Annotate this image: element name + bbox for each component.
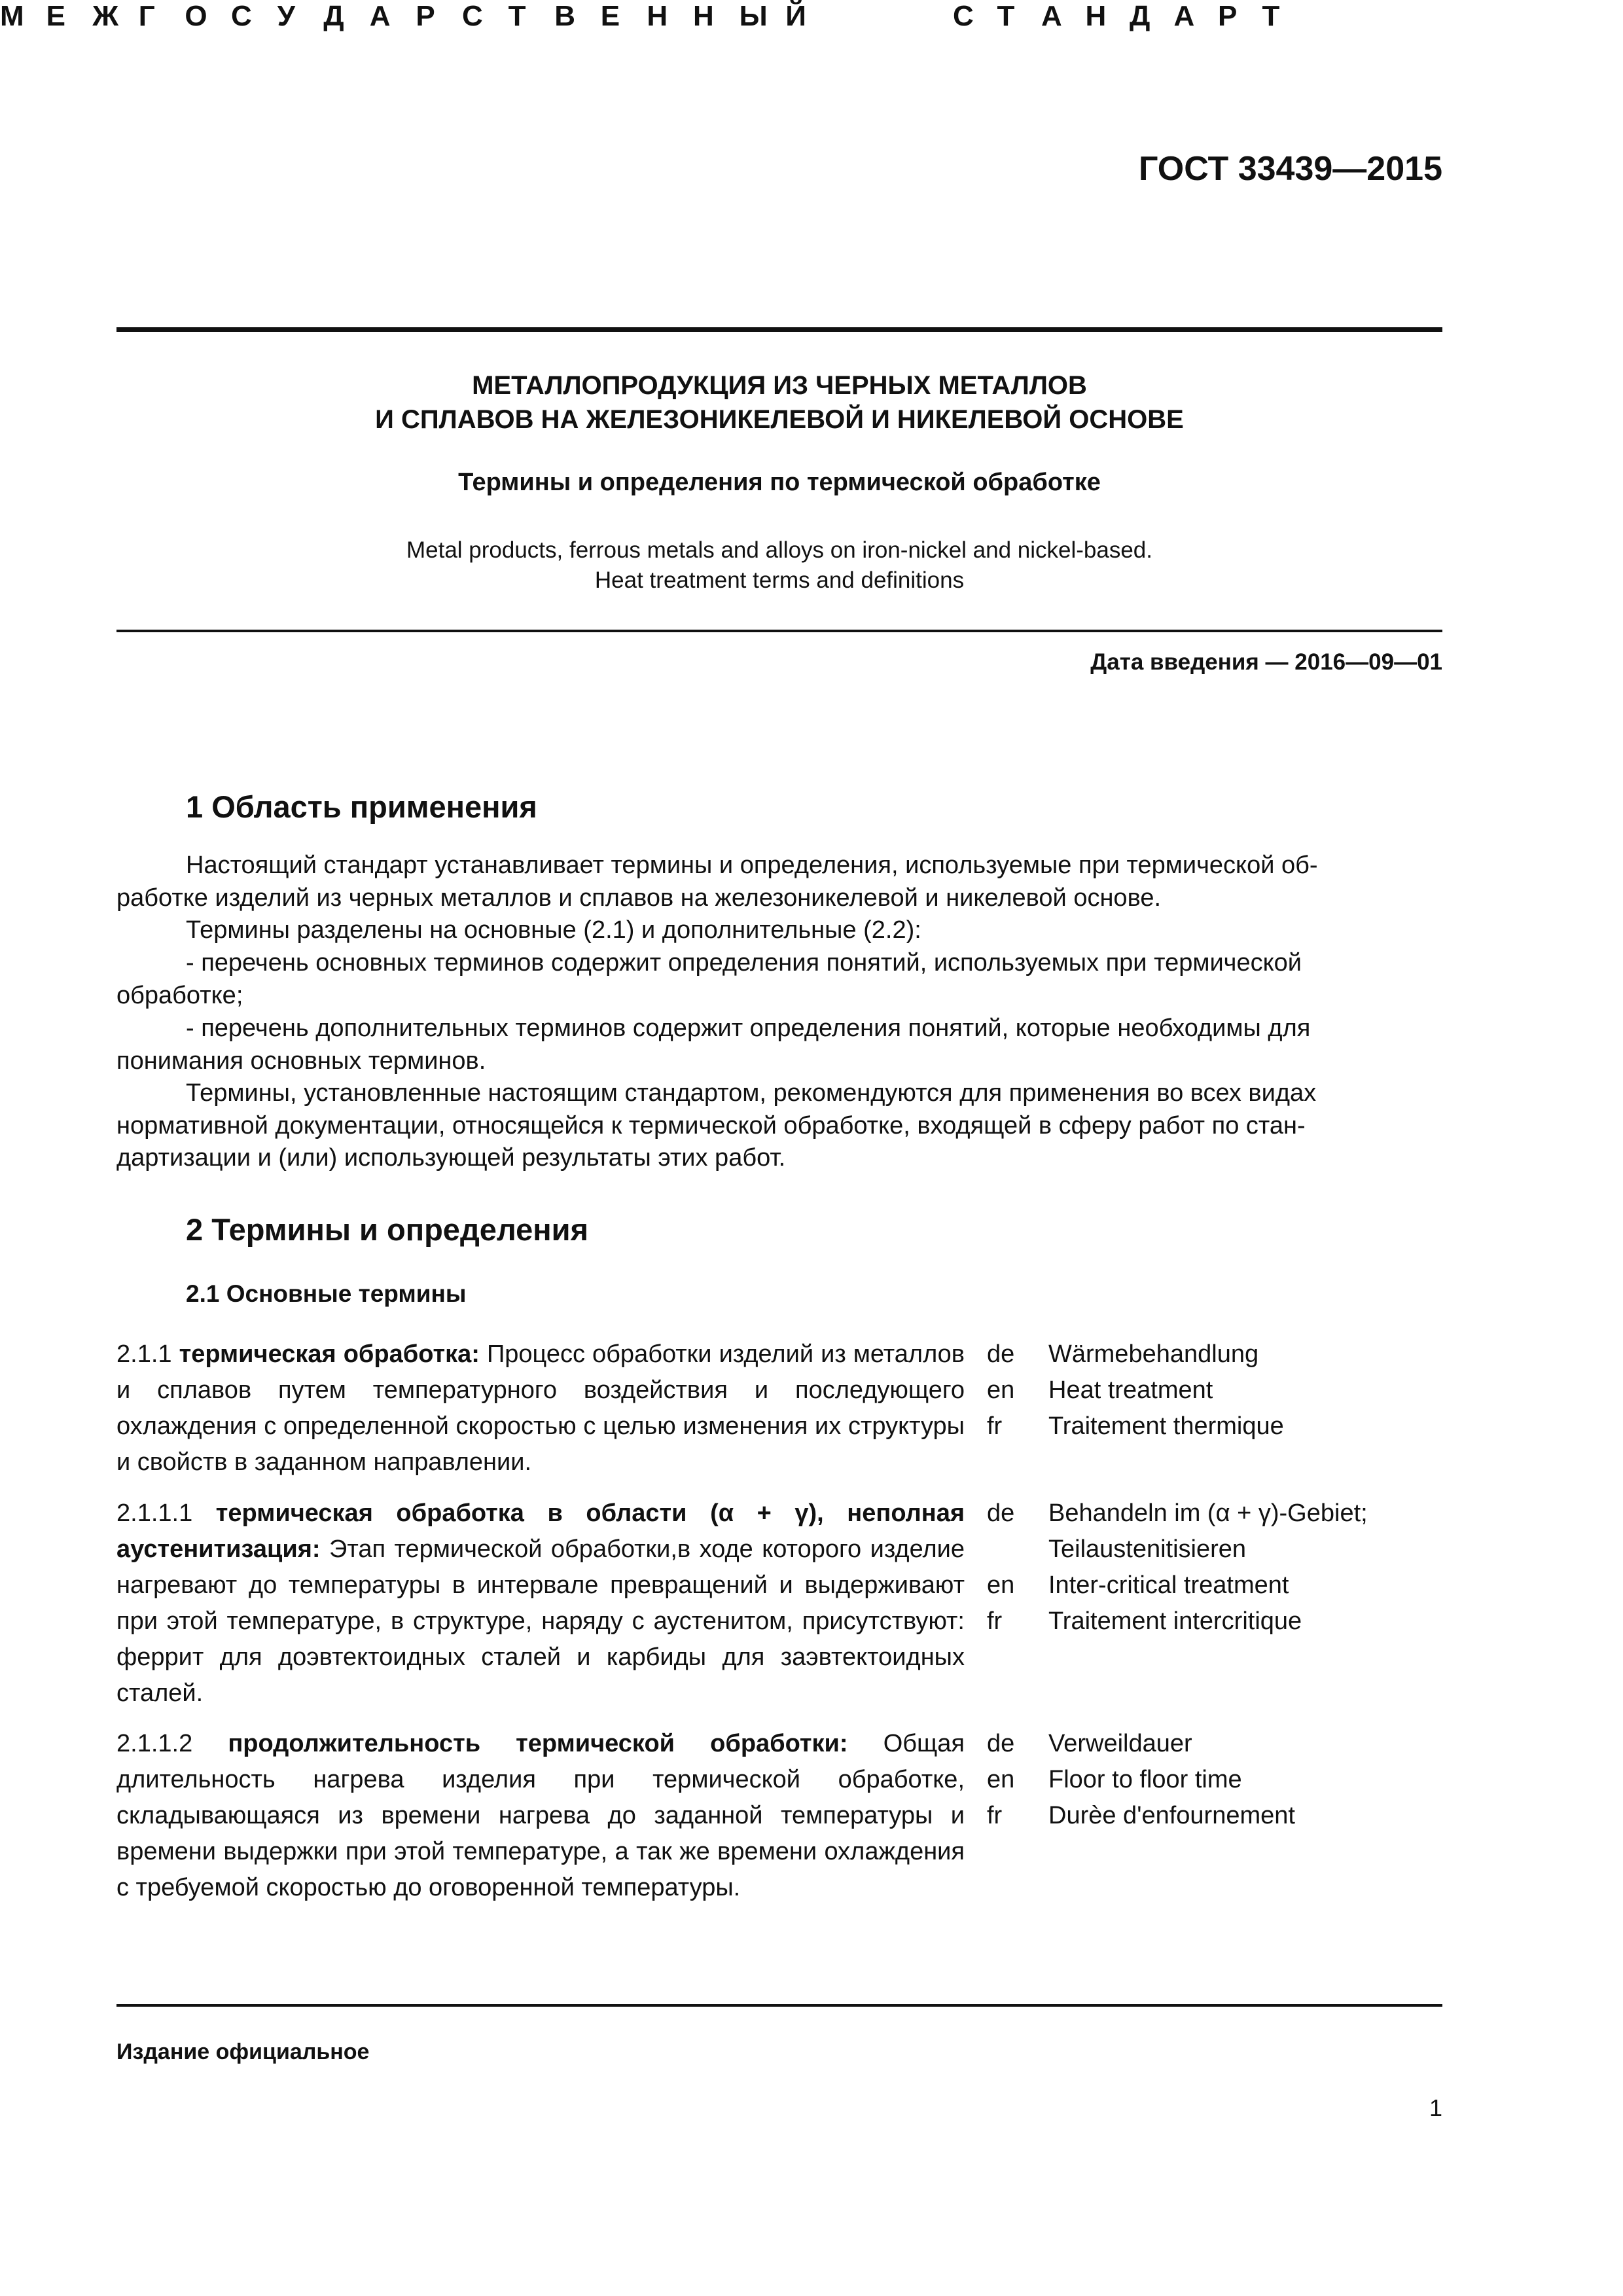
paragraph-line: Настоящий стандарт устанавливает термины и определения, используемые при термической об-: [186, 852, 1318, 879]
document-title-ru: [116, 368, 1442, 437]
title-rule: [116, 630, 1442, 632]
header-letter: Т: [1262, 0, 1280, 32]
paragraph-line: Термины разделены на основные (2.1) и дополнительные (2.2):: [186, 916, 921, 944]
header-rule: [116, 327, 1442, 332]
term-definition: Процесс обработки изделий из металлов и сплавов путем температурного воздействия и последующего охлаждения с определенной скоростью с целью изменения их структуры и свойств в заданном направлении.: [116, 1340, 965, 1476]
header-letter: Р: [1218, 0, 1238, 32]
paragraph-line: работке изделий из черных металлов и сплавов на железоникелевой и никелевой основе.: [116, 884, 1162, 912]
lang-code: fr: [987, 1412, 1003, 1440]
term-number: 2.1.1: [116, 1340, 172, 1368]
header-letter: Й: [785, 0, 806, 32]
header-letter: В: [554, 0, 575, 32]
official-edition-label: Издание официальное: [116, 2039, 370, 2064]
header-letter: Н: [1085, 0, 1107, 32]
header-letter: А: [1173, 0, 1195, 32]
header-letter: Д: [1130, 0, 1150, 32]
lang-code: fr: [987, 1802, 1003, 1829]
header-letter: У: [277, 0, 295, 32]
document-title-en: [116, 535, 1442, 596]
header-letter: А: [1041, 0, 1062, 32]
term-name: термическая обработка в области (α + γ), неполная аустенитизация:: [116, 1499, 965, 1563]
paragraph-line: - перечень основных терминов содержит определения понятий, используемых при термической: [186, 949, 1302, 977]
section-1-heading: 1 Область применения: [186, 789, 537, 824]
header-letter: С: [231, 0, 252, 32]
lang-code: [987, 1532, 1014, 1568]
subsection-2-1-heading: 2.1 Основные термины: [186, 1280, 467, 1307]
title-en-line-1: Metal products, ferrous metals and alloys on iron-nickel and nickel-based.: [406, 537, 1152, 563]
lang-code: en: [987, 1766, 1015, 1793]
term-translations: [1048, 1496, 1368, 1640]
page-number: 1: [1429, 2094, 1442, 2121]
header-letter: Т: [508, 0, 526, 32]
paragraph-line: нормативной документации, относящейся к термической обработке, входящей в сферу работ по стан-: [116, 1112, 1306, 1139]
term-definition: Общая длительность нагрева изделия при термической обработке, складывающаяся из времени нагрева до заданной температуры и времени выдержки при этой температуре, а так же времени охлаждения с требуемой скоростью до оговоренной температуры.: [116, 1730, 965, 1901]
term-definition: Этап термической обработки,в ходе которого изделие нагревают до температуры в интервале превращений и выдерживают при этой температуре, в структуре, наряду с аустенитом, присутствуют: феррит для доэвтектоидных сталей и карбиды для заэвтектоидных сталей.: [116, 1535, 965, 1707]
translation: Traitement intercritique: [1048, 1607, 1302, 1635]
term-languages: [987, 1726, 1014, 1834]
title-en-line-2: Heat treatment terms and definitions: [594, 567, 965, 593]
term-name: продолжительность термической обработки:: [228, 1730, 848, 1757]
title-ru-line-2: И СПЛАВОВ НА ЖЕЛЕЗОНИКЕЛЕВОЙ И НИКЕЛЕВОЙ ОСНОВЕ: [375, 405, 1184, 434]
header-letter: Ж: [92, 0, 118, 32]
paragraph-line: Термины, установленные настоящим стандартом, рекомендуются для применения во всех видах: [186, 1079, 1317, 1107]
document-subtitle-ru: Термины и определения по термической обработке: [458, 469, 1101, 496]
header-letter: Т: [997, 0, 1015, 32]
header-letter: М: [0, 0, 24, 32]
term-languages: [987, 1496, 1014, 1640]
interstate-standard-header: [0, 0, 1326, 39]
header-letter: Н: [693, 0, 714, 32]
lang-code: en: [987, 1571, 1015, 1599]
footer-rule: [116, 2004, 1442, 2007]
header-letter: С: [462, 0, 483, 32]
header-letter: Е: [600, 0, 620, 32]
translation: Durèe d'enfournement: [1048, 1802, 1295, 1829]
header-letter: Н: [647, 0, 668, 32]
term-translations: [1048, 1336, 1284, 1444]
paragraph-line: дартизации и (или) использующей результаты этих работ.: [116, 1144, 786, 1172]
translation: Behandeln im (α + γ)-Gebiet;: [1048, 1499, 1368, 1527]
paragraph-line: обработке;: [116, 982, 243, 1009]
document-number: ГОСТ 33439—2015: [1139, 150, 1442, 188]
term-name: термическая обработка:: [179, 1340, 480, 1368]
header-letter: Ы: [739, 0, 768, 32]
translation: Floor to floor time: [1048, 1766, 1242, 1793]
paragraph-line: понимания основных терминов.: [116, 1047, 486, 1075]
translation: Inter-critical treatment: [1048, 1571, 1289, 1599]
term-number: 2.1.1.1: [116, 1499, 193, 1527]
term-translations: [1048, 1726, 1295, 1834]
header-letter: Е: [46, 0, 65, 32]
paragraph-line: - перечень дополнительных терминов содержит определения понятий, которые необходимы для: [186, 1014, 1311, 1042]
translation: Heat treatment: [1048, 1376, 1213, 1404]
introduction-date: Дата введения — 2016—09—01: [1090, 649, 1442, 675]
title-ru-line-1: МЕТАЛЛОПРОДУКЦИЯ ИЗ ЧЕРНЫХ МЕТАЛЛОВ: [472, 371, 1087, 400]
header-letter: А: [369, 0, 391, 32]
term-entry-2-1-1: [116, 1336, 965, 1480]
header-letter: С: [953, 0, 974, 32]
header-letter: Д: [323, 0, 344, 32]
header-letter: Г: [138, 0, 155, 32]
translation: Teilaustenitisieren: [1048, 1535, 1247, 1563]
term-entry-2-1-1-2: [116, 1726, 965, 1906]
lang-code: de: [987, 1730, 1015, 1757]
lang-code: en: [987, 1376, 1015, 1404]
term-entry-2-1-1-1: [116, 1496, 965, 1712]
lang-code: de: [987, 1499, 1015, 1527]
translation: Traitement thermique: [1048, 1412, 1284, 1440]
term-languages: [987, 1336, 1014, 1444]
lang-code: fr: [987, 1607, 1003, 1635]
header-letter: Р: [416, 0, 435, 32]
term-number: 2.1.1.2: [116, 1730, 193, 1757]
translation: Verweildauer: [1048, 1730, 1192, 1757]
translation: Wärmebehandlung: [1048, 1340, 1259, 1368]
lang-code: de: [987, 1340, 1015, 1368]
header-letter: О: [185, 0, 207, 32]
section-2-heading: 2 Термины и определения: [186, 1212, 588, 1247]
